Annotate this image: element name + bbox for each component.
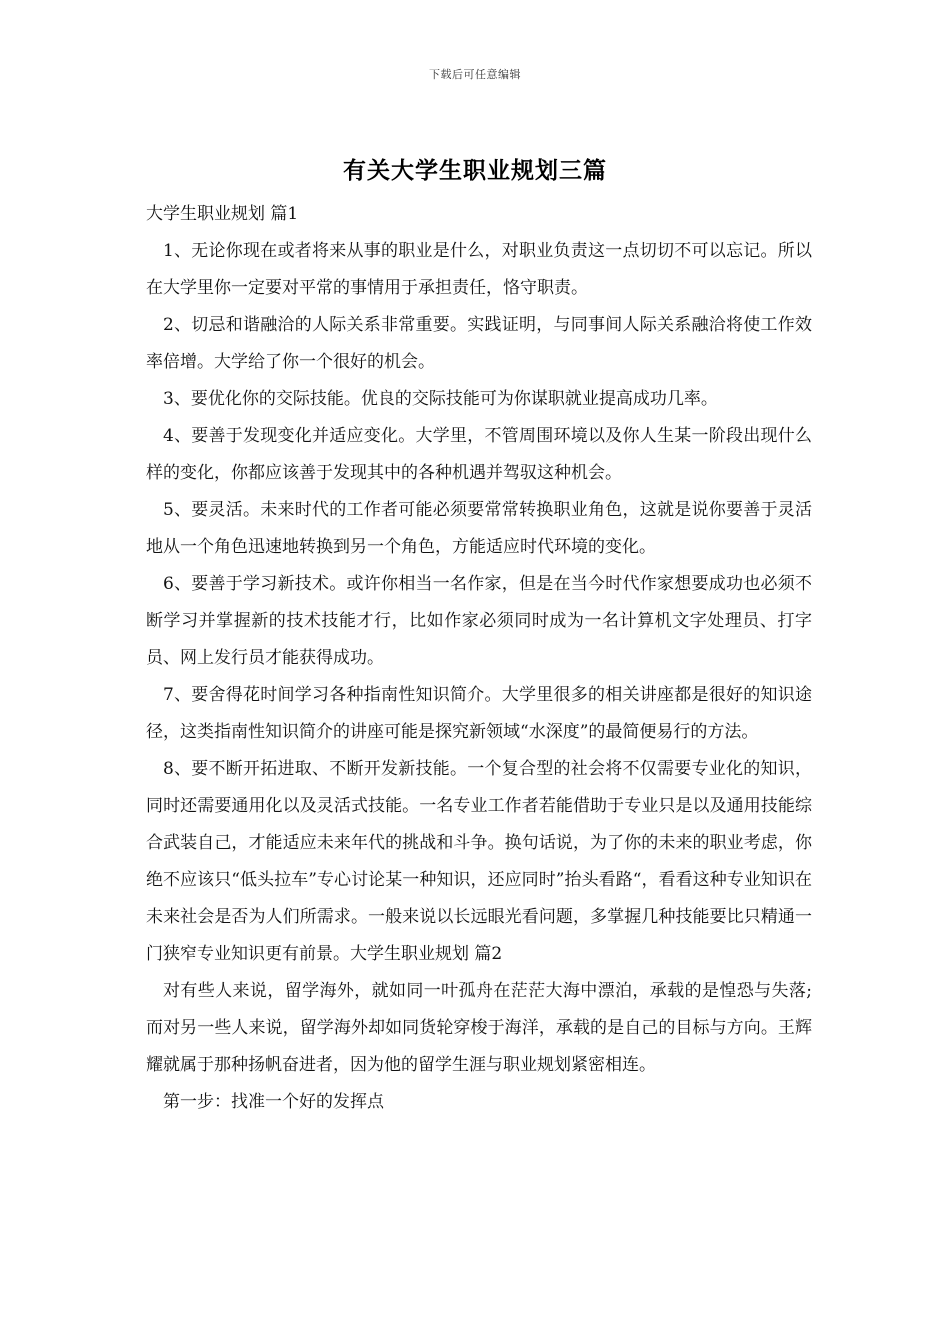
paragraph-7: 7、要舍得花时间学习各种指南性知识简介。大学里很多的相关讲座都是很好的知识途径，这类指南性知识简介的讲座可能是探究新领域“水深度”的最简便易行的方法。 [146, 685, 812, 742]
paragraph-9: 对有些人来说，留学海外，就如同一叶孤舟在茫茫大海中漂泊，承载的是惶恐与失落;而对另一些人来说，留学海外却如同货轮穿梭于海洋，承载的是自己的目标与方向。王辉耀就属于那种扬帆奋进者，因为他的留学生涯与职业规划紧密相连。 [146, 981, 812, 1075]
paragraph-4: 4、要善于发现变化并适应变化。大学里，不管周围环境以及你人生某一阶段出现什么样的变化，你都应该善于发现其中的各种机遇并驾驭这种机会。 [146, 426, 812, 483]
paragraph-5: 5、要灵活。未来时代的工作者可能必须要常常转换职业角色，这就是说你要善于灵活地从一个角色迅速地转换到另一个角色，方能适应时代环境的变化。 [146, 500, 812, 557]
document-title: 有关大学生职业规划三篇 [343, 157, 607, 184]
header-note: 下载后可任意编辑 [429, 68, 521, 81]
paragraph-6: 6、要善于学习新技术。或许你相当一名作家，但是在当今时代作家想要成功也必须不断学习并掌握新的技术技能才行，比如作家必须同时成为一名计算机文字处理员、打字员、网上发行员才能获得成功。 [146, 574, 812, 668]
paragraph-10: 第一步：找准一个好的发挥点 [163, 1092, 384, 1112]
paragraph-2: 2、切忌和谐融洽的人际关系非常重要。实践证明，与同事间人际关系融洽将使工作效率倍增。大学给了你一个很好的机会。 [146, 315, 812, 372]
section-heading-1: 大学生职业规划 篇1 [146, 204, 299, 224]
paragraph-3: 3、要优化你的交际技能。优良的交际技能可为你谋职就业提高成功几率。 [163, 389, 718, 409]
paragraph-8: 8、要不断开拓进取、不断开发新技能。一个复合型的社会将不仅需要专业化的知识，同时还需要通用化以及灵活式技能。一名专业工作者若能借助于专业只是以及通用技能综合武装自己，才能适应未来年代的挑战和斗争。换句话说，为了你的未来的职业考虑，你绝不应该只“低头拉车”专心讨论某一种知识，还应同时”抬头看路“，看看这种专业知识在未来社会是否为人们所需求。一般来说以长远眼光看问题，多掌握几种技能要比只精通一门狭窄专业知识更有前景。大学生职业规划 篇2 [146, 759, 812, 964]
paragraph-1: 1、无论你现在或者将来从事的职业是什么，对职业负责这一点切切不可以忘记。所以在大学里你一定要对平常的事情用于承担责任，恪守职责。 [146, 241, 812, 298]
document-body [146, 196, 812, 1121]
